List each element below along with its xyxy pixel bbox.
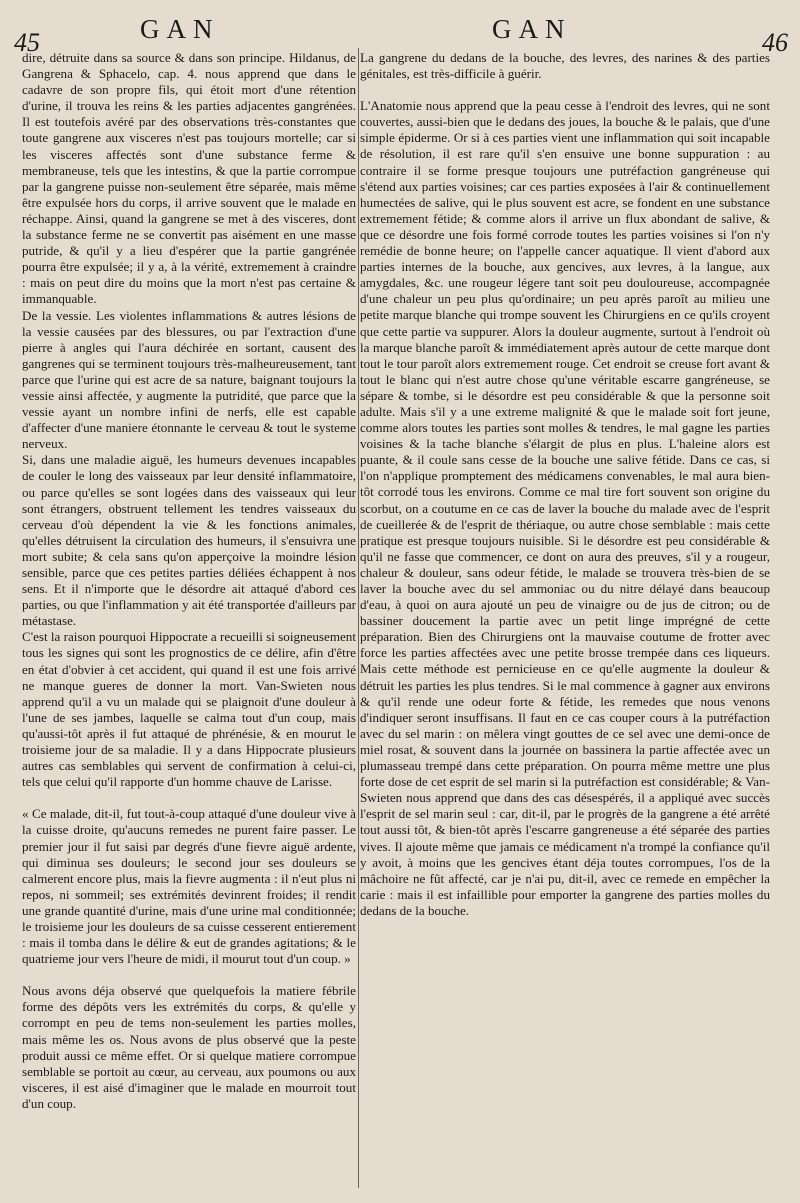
page-number-left: 45 [14,28,40,57]
column-divider [358,48,359,1188]
paragraph: Nous avons déja observé que quelquefois la matiere fébrile forme des dépôts vers les extrémités du corps, & qu'elle y corrompt en peu de tems non-seulement les parties molles, mais même les os. Nous avons de plus observé que la peste produit aussi ce même effet. Or si quelque matiere corrompue semblable se portoit au cœur, au cerveau, aux poumons ou aux visceres, il est aisé d'imaginer que le malade en mourroit tout d'un coup. [22,983,356,1111]
running-headword-right: GAN [492,14,572,44]
running-header [0,10,800,57]
quotation: « Ce malade, dit-il, fut tout-à-coup attaqué d'une douleur vive à la cuisse droite, qu'aucuns remedes ne purent faire passer. Le premier jour il fut saisi par degrés d'une fievre aiguë ardente, qui diminua ses douleurs; le second jour ses douleurs se calmerent encore plus, mais la fievre augmenta : il n'eut plus ni repos, ni sommeil; ses extrémités devinrent froides; il rendit une grande quantité d'urine, mais d'une urine mal conditionnée; le troisieme jour les douleurs de sa cuisse cesserent entierement : mais il tomba dans le délire & eut de grandes agitations; & le quatrieme jour vers l'heure de midi, il mourut tout d'un coup. » [22,806,356,967]
running-headword-left: GAN [140,14,220,44]
spacer [360,82,770,98]
paragraph: La gangrene du dedans de la bouche, des levres, des narines & des parties génitales, est très-difficile à guérir. [360,50,770,82]
paragraph: dire, détruite dans sa source & dans son principe. Hildanus, de Gangrena & Sphacelo, cap. 4. nous apprend que dans le cadavre de son propre fils, qui étoit mort d'une rétention d'urine, il trouva les reins & les parties adjacentes gangrénées. Il est toutefois avéré par des observations très-constantes que toute gangrene aux visceres n'est pas toujours mortelle; car si les visceres affectés sont d'une substance ferme & membraneuse, tels que les intestins, & que la partie corrompue par la gangrene puisse non-seulement être séparée, mais même être expulsée hors du corps, il arrive souvent que le malade en réchappe. Ainsi, quand la gangrene se met à des visceres, dont la substance ferme ne se convertit pas aisément en une masse putride, & qu'il y a lieu d'espérer que la partie gangrénée pourra être expulsée; il y a, à la vérité, extremement à craindre : mais on peut dire du moins que la mort n'est pas certaine & immanquable. [22,50,356,307]
paragraph: C'est la raison pourquoi Hippocrate a recueilli si soigneusement tous les signes qui sont les prognostics de ce délire, afin d'être en état d'obvier à cet accident, qui quand il est une fois arrivé ne manque gueres de donner la mort. Van-Swieten nous apprend qu'il a vu un malade qui se plaignoit d'une douleur à l'une de ses jambes, laquelle se calma tout d'un coup, mais qu'aussi-tôt après il fut attaqué de phrénésie, & en mourut le troisieme jour de sa maladie. Il y a dans Hippocrate plusieurs autres cas semblables qui servent de confirmation à celui-ci, tels que celui qu'il rapporte d'un homme chauve de Larisse. [22,629,356,790]
spacer [22,967,356,983]
spacer [22,790,356,806]
paragraph: De la vessie. Les violentes inflammations & autres lésions de la vessie causées par des blessures, ou par l'extraction d'une pierre à angles qui l'aura déchirée en sortant, causent des gangrenes qui se terminent toujours très-malheureusement, tant parce que l'urine qui est acre de sa nature, baignant toujours la vessie ainsi affectée, y augmente la putridité, que parce que la vessie ayant un nombre infini de nerfs, elle est capable d'affecter d'une maniere étonnante le cerveau & tout le systeme nerveux. [22,307,356,452]
left-column [22,50,356,1190]
paragraph: Si, dans une maladie aiguë, les humeurs devenues incapables de couler le long des vaisseaux par leur densité inflammatoire, ou parce qu'elles se sont logées dans des vaisseaux qui leur sont étrangers, obstruent tellement les tendres vaisseaux du cerveau d'où dépendent la vie & les fonctions animales, qu'elles détruisent la circulation des humeurs, il s'ensuivra une mort subite; & cela sans qu'on apperçoive la moindre lésion sensible, parce que ces petites parties déliées échappent à nos sens. Et il n'importe que le désordre ait attaqué d'abord ces parties, ou que l'inflammation y ait été transportée d'ailleurs par métastase. [22,452,356,629]
page-number-right: 46 [762,28,788,57]
paragraph: L'Anatomie nous apprend que la peau cesse à l'endroit des levres, qui ne sont couvertes, aussi-bien que le dedans des joues, la bouche & le palais, que d'une simple épiderme. Or si à ces parties vient une inflammation qui soit incapable de résolution, il est rare qu'il s'en ensuive une bonne suppuration : au contraire il se forme presque toujours une putréfaction gangréneuse qui s'étend aux parties voisines; car ces parties exposées à l'air & continuellement humectées de salive, qui le plus souvent est acre, se fondent en une substance extremement fétide; & comme alors il arrive un flux abondant de salive, & que ce désordre une fois formé corrode toutes les parties voisines si l'on n'y remédie de bonne heure; on l'appelle cancer aquatique. Il vient d'abord aux parties internes de la bouche, aux gencives, aux levres, à la langue, aux amygdales, &c. une rougeur légere tant soit peu douloureuse, accompagnée d'une chaleur un peu plus qu'ordinaire; un peu après paroît au milieu une petite marque blanche qui trompe souvent les Chirurgiens en ce qu'ils croyent que cette partie va suppurer. Alors la douleur augmente, surtout à l'endroit où la marque blanche paroît & immédiatement après autour de cette marque dont tout le tour paroît alors extremement rouge. Cet endroit se creuse fort avant & tout le blanc qui n'est autre chose qu'une véritable escarre gangréneuse, se sépare & tombe, si le désordre est peu considérable & que la personne soit adulte. Mais s'il y a une extreme malignité & que le malade soit fort jeune, comme alors toutes les parties sont molles & tendres, le mal gagne les parties voisines & la tache blanche s'élargit de plus en plus. L'haleine alors est puante, & il coule sans cesse de la bouche une salive fétide. Dans ce cas, si l'on n'applique promptement des médicamens convenables, le mal aura bien-tôt corrodé tous les environs. Comme ce mal tire fort souvent son origine du scorbut, on a coutume en ce cas de laver la bouche du malade avec de l'esprit de cueillerée & de l'esprit de thériaque, ou autre chose semblable : mais cette pratique est presque toujours nuisible. Si le désordre est peu considérable & qu'il ne fasse que commencer, ce dont on aura des preuves, s'il y a rougeur, chaleur & douleur, sans odeur fétide, le malade se trouvera très-bien de se laver la bouche avec du sel ammoniac ou du nitre délayé dans beaucoup d'eau, à quoi on aura ajouté un peu de vinaigre ou de jus de citron; ou de bassiner doucement la partie avec un petit linge imprégné de cette préparation. Bien des Chirurgiens ont la mauvaise coutume de frotter avec force les parties affectées avec une petite brosse trempée dans ces liqueurs. Mais cette méthode est pernicieuse en ce qu'elle augmente la douleur & détruit les parties les plus tendres. Si le mal commence à gagner aux environs & qu'il rende une odeur forte & fétide, les remedes que nous venons d'indiquer seront insuffisans. Il faut en ce cas couper cours à la putréfaction avec du sel marin : on mêlera vingt gouttes de ce sel avec une demi-once de miel rosat, & souvent dans la journée on bassinera la partie affectée avec un plumasseau trempé dans cette préparation. On pourra même mettre une plus forte dose de cet esprit de sel marin si la putréfaction est considérable; & Van-Swieten nous apprend que dans des cas désespérés, il a appliqué avec succès l'esprit de sel marin seul : car, dit-il, par le progrès de la gangrene a été arrêté tout aussi tôt, & bien-tôt après l'escarre gangreneuse a été séparée des parties vives. Il ajoute même que jamais ce médicament n'a trompé la confiance qu'il y avoit, à moins que les gencives étant déja toutes corrompues, l'os de la mâchoire ne fût affecté, car je n'ai pu, dit-il, avec ce remede en empêcher la carie : mais il est infaillible pour emporter la gangrene des parties molles du dedans de la bouche. [360,98,770,918]
right-column [360,50,770,1190]
